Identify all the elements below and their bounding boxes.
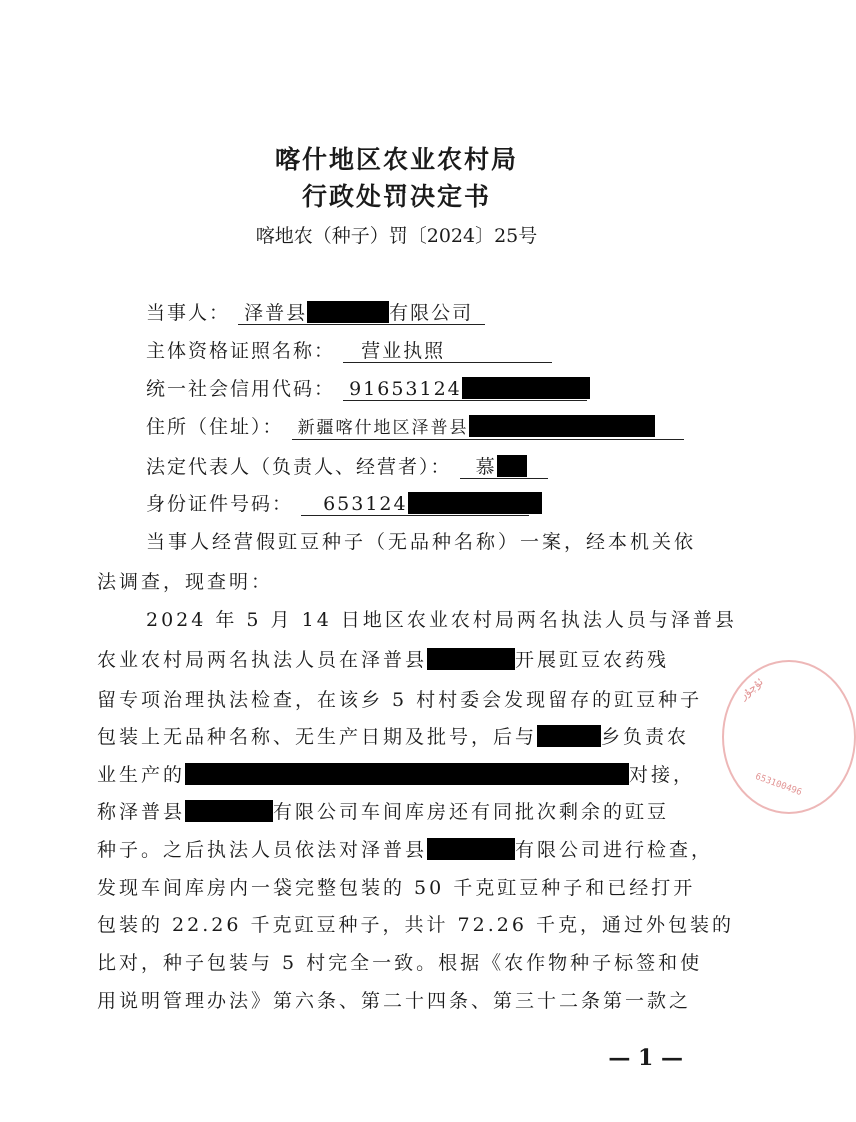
party-row [146, 298, 485, 325]
redaction-block [462, 377, 590, 399]
address-label: 住所（住址）： [146, 416, 284, 438]
party-label: 当事人： [146, 302, 231, 324]
document-title-line2: 行政处罚决定书 [301, 182, 491, 211]
page-number: — 1 — [608, 1045, 683, 1071]
party-value [238, 301, 485, 325]
fact-line-2: 农业农村局两名执法人员在泽普县 开展豇豆农药残 [97, 649, 670, 671]
fact-line-8: 发现车间库房内一袋完整包装的 50 千克豇豆种子和已经打开 [97, 877, 696, 899]
party-suffix: 有限公司 [389, 302, 474, 324]
redaction-block [497, 455, 527, 477]
party-prefix: 泽普县 [244, 302, 308, 324]
redaction-block [537, 725, 601, 747]
redaction-block [185, 763, 629, 785]
credit-code-row [146, 374, 587, 401]
fact-line-6: 称泽普县 有限公司车间库房还有同批次剩余的豇豆 [97, 801, 670, 823]
fact-line-5: 业生产的 对接， [97, 764, 696, 786]
id-number-value: 653124 [301, 492, 529, 516]
fact-line-4: 包装上无品种名称、无生产日期及批号，后与 乡负责农 [97, 726, 690, 748]
fact-line-11: 用说明管理办法》第六条、第二十四条、第三十二条第一款之 [97, 990, 692, 1012]
intro-line-2: 法调查，现查明： [97, 571, 274, 593]
intro-line-1: 当事人经营假豇豆种子（无品种名称）一案，经本机关依 [146, 531, 697, 553]
redaction-block [427, 838, 515, 860]
seal-number: 653100496 [753, 771, 804, 799]
redaction-block [408, 492, 542, 514]
seal-text: ئۇچۇر [736, 674, 766, 703]
fact-line-10: 比对，种子包装与 5 村完全一致。根据《农作物种子标签和使 [97, 952, 703, 974]
id-number-label: 身份证件号码： [146, 493, 294, 515]
license-row [146, 336, 552, 363]
credit-code-value: 91653124 [343, 377, 587, 401]
redaction-block [427, 648, 515, 670]
redaction-block [185, 800, 273, 822]
address-value: 新疆喀什地区泽普县 [292, 415, 684, 440]
fact-line-3: 留专项治理执法检查，在该乡 5 村村委会发现留存的豇豆种子 [97, 689, 703, 711]
redaction-block [469, 415, 655, 437]
fact-line-1: 2024 年 5 月 14 日地区农业农村局两名执法人员与泽普县 [146, 609, 737, 631]
official-seal [722, 660, 856, 814]
legal-rep-row [146, 452, 548, 479]
redaction-block [307, 301, 389, 323]
legal-rep-value: 慕 [460, 455, 548, 479]
document-number: 喀地农（种子）罚〔2024〕25号 [255, 225, 538, 247]
legal-rep-label: 法定代表人（负责人、经营者）： [146, 456, 452, 478]
credit-code-label: 统一社会信用代码： [146, 378, 336, 400]
id-number-row [146, 489, 529, 516]
license-label: 主体资格证照名称： [146, 340, 336, 362]
address-row [146, 412, 684, 440]
fact-line-9: 包装的 22.26 千克豇豆种子，共计 72.26 千克，通过外包装的 [97, 914, 734, 936]
license-value: 营业执照 [343, 340, 552, 363]
fact-line-7: 种子。之后执法人员依法对泽普县 有限公司进行检查， [97, 839, 714, 861]
document-title-line1: 喀什地区农业农村局 [274, 145, 518, 174]
